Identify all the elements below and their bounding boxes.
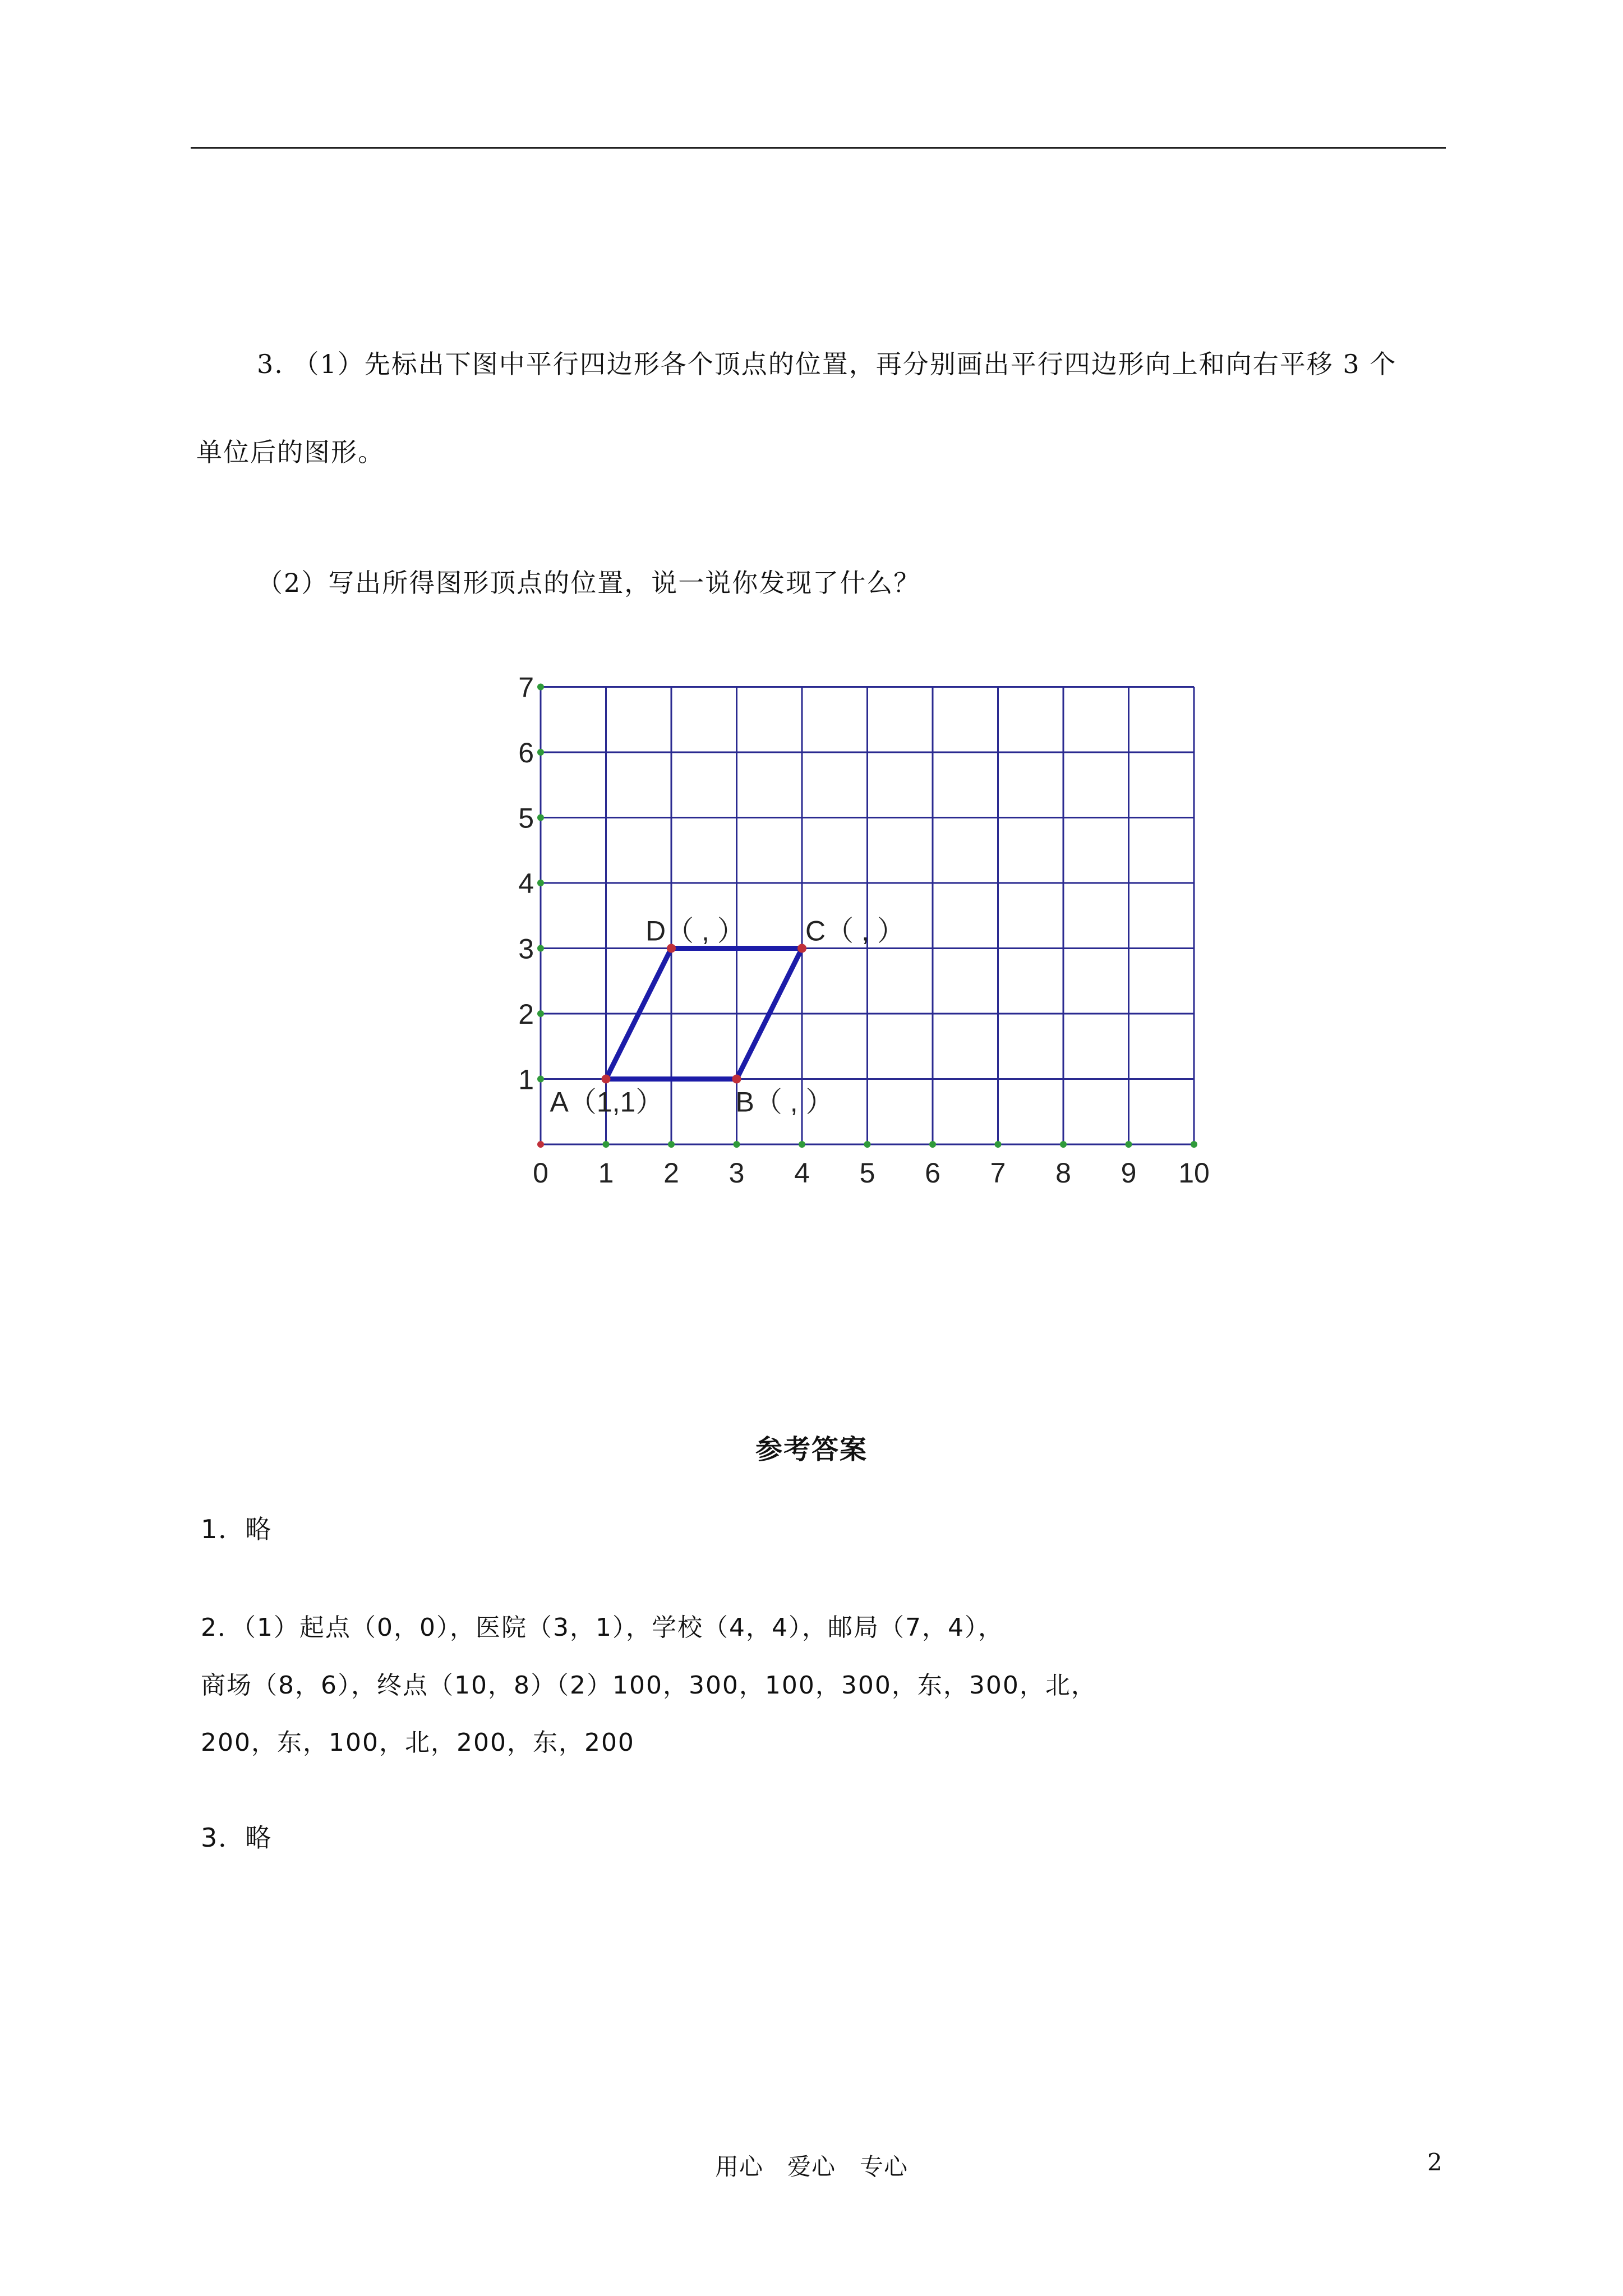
question-3-line-1: 3. （1）先标出下图中平行四边形各个顶点的位置，再分别画出平行四边形向上和向右平移 3 个 [257,349,1397,379]
y-tick-label: 7 [518,671,534,703]
answer-2-line-3: 200，东，100，北，200，东，200 [201,1728,635,1757]
y-tick-label: 4 [518,868,534,899]
x-tick-label: 4 [794,1157,810,1189]
vertex-c-label: C（ , ） [805,915,905,947]
x-axis-tick-dot [799,1141,805,1148]
vertex-a-dot [602,1075,611,1084]
answer-2-line-2: 商场（8，6），终点（10，8）（2）100，300，100，300，东，300，北， [201,1671,1097,1700]
y-axis-tick-dot [537,1010,544,1017]
y-tick-label: 3 [518,933,534,965]
x-tick-label: 6 [925,1157,940,1189]
footer-motto: 用心 爱心 专心 [714,2153,908,2180]
header-rule [191,147,1446,149]
question-3-part-2: （2）写出所得图形顶点的位置，说一说你发现了什么？ [257,568,921,598]
y-tick-label: 6 [518,737,534,769]
y-tick-label: 1 [518,1064,534,1096]
x-axis-tick-dot [995,1141,1002,1148]
x-tick-label: 0 [533,1157,548,1189]
coordinate-grid [505,662,1223,1195]
x-tick-label: 8 [1055,1157,1071,1189]
x-tick-label: 7 [990,1157,1006,1189]
x-axis-tick-dot [1191,1141,1197,1148]
answer-1: 1．略 [201,1514,273,1544]
x-axis-tick-dot [734,1141,740,1148]
x-tick-label: 2 [663,1157,679,1189]
vertex-b-label: B（ , ） [735,1086,834,1118]
y-axis-tick-dot [537,815,544,821]
x-axis-tick-dot [603,1141,610,1148]
vertex-d-label: D（ , ） [645,915,745,947]
y-tick-label: 5 [518,802,534,834]
y-axis-tick-dot [537,945,544,952]
x-axis-tick-dot [537,1141,544,1148]
y-tick-label: 2 [518,999,534,1030]
x-tick-label: 10 [1178,1157,1210,1189]
page-number: 2 [1427,2148,1444,2176]
x-axis-tick-dot [1126,1141,1132,1148]
answer-3: 3．略 [201,1823,273,1853]
x-tick-label: 5 [859,1157,875,1189]
x-axis-tick-dot [864,1141,871,1148]
x-tick-label: 9 [1121,1157,1137,1189]
y-axis-tick-dot [537,684,544,691]
answer-2-line-1: 2．（1）起点（0，0），医院（3，1），学校（4，4），邮局（7，4）， [201,1613,1004,1642]
y-axis-tick-dot [537,1076,544,1083]
answers-title: 参考答案 [755,1434,868,1465]
vertex-a-label: A（1,1） [550,1086,664,1118]
x-axis-tick-dot [668,1141,675,1148]
x-axis-tick-dot [1060,1141,1067,1148]
x-tick-label: 1 [598,1157,614,1189]
y-axis-tick-dot [537,749,544,756]
x-tick-label: 3 [728,1157,745,1189]
question-3-line-2: 单位后的图形。 [196,437,385,467]
y-axis-tick-dot [537,880,544,886]
x-axis-tick-dot [929,1141,936,1148]
vertex-b-dot [732,1075,741,1084]
